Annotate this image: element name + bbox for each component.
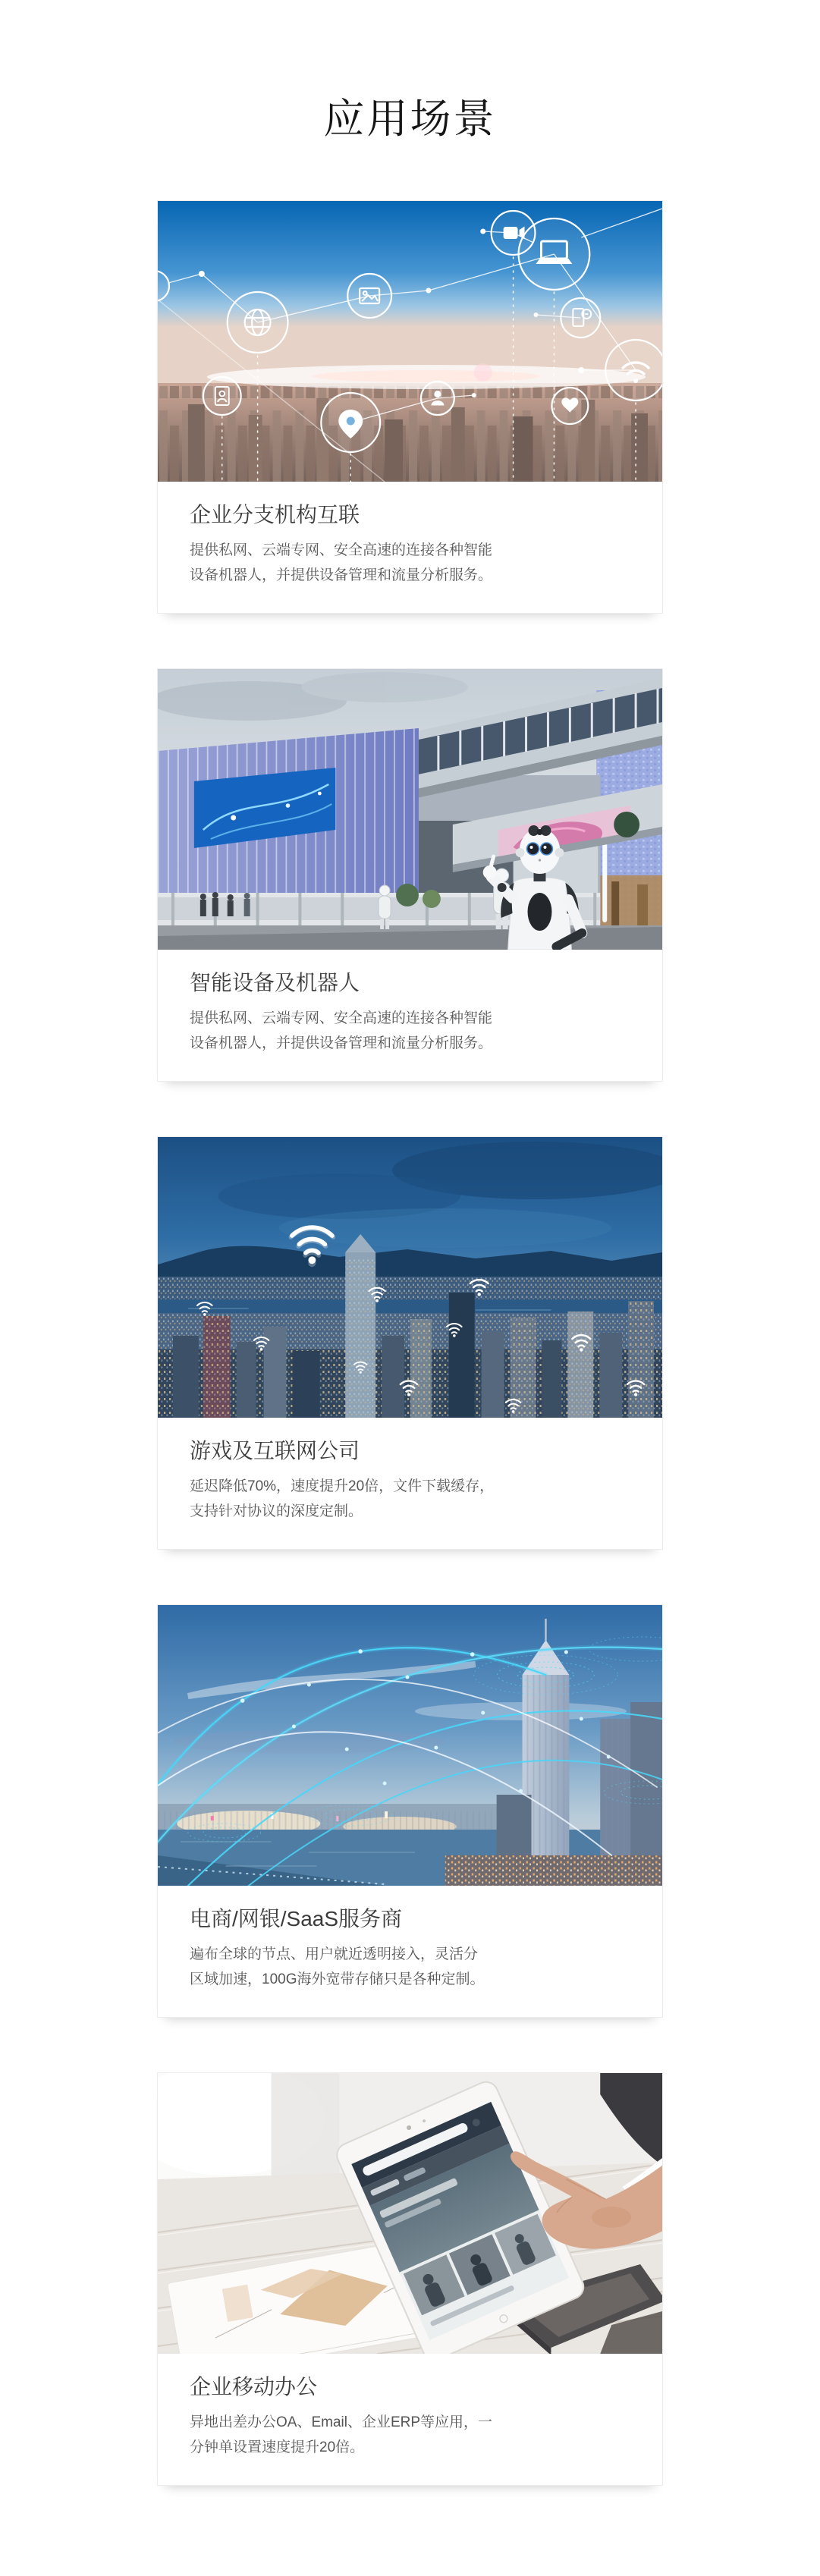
card-body [158,1886,662,1992]
card-description-line: 异地出差办公OA、Email、企业ERP等应用，一 [190,2414,493,2430]
card-title: 智能设备及机器人 [190,971,360,994]
card-image-global-network-city [158,1605,662,1886]
card-body [158,1418,662,1524]
tablet-touch-office-scene [158,2073,662,2354]
card-image-smart-campus-robots [158,669,662,950]
scenario-card-smart-devices-robots [157,668,663,1082]
card-image-tablet-touch-office [158,2073,662,2354]
page-title: 应用场景 [323,96,497,142]
card-image-night-skyline-wifi [158,1137,662,1418]
card-description-line: 遍布全球的节点、用户就近透明接入，灵活分 [190,1946,479,1962]
scenario-card-list [0,141,820,2486]
smart-campus-robots-scene [158,669,662,950]
card-title: 企业移动办公 [190,2375,318,2399]
light-pole [602,842,607,922]
card-description-line: 区域加速，100G海外宽带存储只是各种定制。 [190,1971,485,1987]
card-description-line: 设备机器人，并提供设备管理和流量分析服务。 [190,1035,493,1051]
card-description-line: 支持针对协议的深度定制。 [190,1503,363,1519]
card-description-line: 延迟降低70%，速度提升20倍，文件下载缓存， [190,1478,495,1494]
card-description-line: 提供私网、云端专网、安全高速的连接各种智能 [190,542,493,558]
card-title: 电商/网银/SaaS服务商 [190,1907,403,1930]
scenario-card-mobile-office [157,2072,663,2486]
card-body [158,2354,662,2460]
card-title: 企业分支机构互联 [190,503,360,526]
card-description-line: 设备机器人，并提供设备管理和流量分析服务。 [190,567,493,583]
card-body [158,950,662,1056]
global-network-arcs-scene [158,1605,662,1886]
card-title: 游戏及互联网公司 [190,1439,360,1462]
card-image-city-dusk-iot-network [158,201,662,482]
card-body [158,482,662,588]
card-description-line: 分钟单设置速度提升20倍。 [190,2439,365,2455]
night-skyline-wifi-scene [158,1137,662,1418]
scenario-card-ecommerce-saas [157,1604,663,2018]
card-description-line: 提供私网、云端专网、安全高速的连接各种智能 [190,1010,493,1026]
scenario-card-enterprise-branch [157,200,663,614]
scenario-card-gaming-internet [157,1136,663,1550]
city-dusk-iot-network-scene [158,201,662,482]
